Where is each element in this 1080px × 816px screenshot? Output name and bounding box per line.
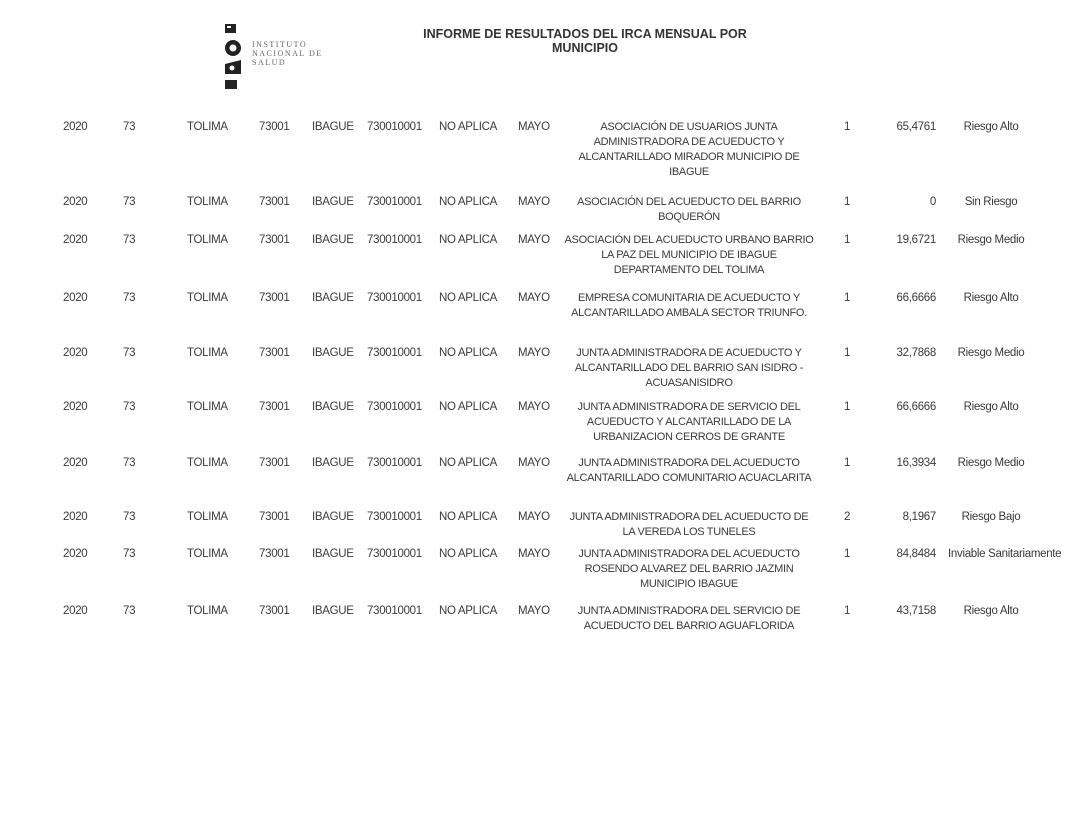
department-cell: TOLIMA <box>187 457 228 469</box>
month-cell: MAYO <box>518 548 550 560</box>
municipality-code-cell: 73001 <box>259 457 290 469</box>
municipality-cell: IBAGUE <box>312 196 354 208</box>
year-cell: 2020 <box>63 401 88 413</box>
irca-value-cell: 19,6721 <box>896 234 936 246</box>
month-cell: MAYO <box>518 401 550 413</box>
irca-value-cell: 16,3934 <box>896 457 936 469</box>
irca-value-cell: 84,8484 <box>896 548 936 560</box>
provider-code-cell: 730010001 <box>367 292 422 304</box>
department-code-cell: 73 <box>123 196 136 208</box>
provider-code-cell: 730010001 <box>367 347 422 359</box>
provider-name-cell: JUNTA ADMINISTRADORA DE ACUEDUCTO Y ALCANTARILLADO DEL BARRIO SAN ISIDRO - ACUASANISIDRO <box>574 347 804 389</box>
month-cell: MAYO <box>518 196 550 208</box>
department-code-cell: 73 <box>123 121 136 133</box>
samples-count-cell: 1 <box>844 401 851 413</box>
provider-name-cell: ASOCIACIÓN DEL ACUEDUCTO DEL BARRIO BOQUERÓN <box>577 196 801 223</box>
provider-code-cell: 730010001 <box>367 196 422 208</box>
department-code-cell: 73 <box>123 347 136 359</box>
logo-line-3: SALUD <box>252 58 287 67</box>
risk-level-cell: Riesgo Alto <box>963 121 1019 133</box>
month-cell: MAYO <box>518 292 550 304</box>
department-cell: TOLIMA <box>187 605 228 617</box>
year-cell: 2020 <box>63 234 88 246</box>
year-cell: 2020 <box>63 457 88 469</box>
samples-count-cell: 1 <box>844 457 851 469</box>
department-cell: TOLIMA <box>187 234 228 246</box>
logo-line-1: INSTITUTO <box>252 40 308 49</box>
year-cell: 2020 <box>63 347 88 359</box>
not-applicable-cell: NO APLICA <box>439 457 498 469</box>
municipality-cell: IBAGUE <box>312 511 354 523</box>
month-cell: MAYO <box>518 457 550 469</box>
provider-name-cell: EMPRESA COMUNITARIA DE ACUEDUCTO Y ALCANTARILLADO AMBALA SECTOR TRIUNFO. <box>571 292 807 319</box>
risk-level-cell: Riesgo Medio <box>957 457 1025 469</box>
not-applicable-cell: NO APLICA <box>439 401 498 413</box>
not-applicable-cell: NO APLICA <box>439 121 498 133</box>
municipality-cell: IBAGUE <box>312 605 354 617</box>
risk-level-cell: Riesgo Bajo <box>961 511 1021 523</box>
not-applicable-cell: NO APLICA <box>439 196 498 208</box>
year-cell: 2020 <box>63 511 88 523</box>
municipality-code-cell: 73001 <box>259 234 290 246</box>
municipality-code-cell: 73001 <box>259 347 290 359</box>
irca-value-cell: 65,4761 <box>896 121 936 133</box>
samples-count-cell: 2 <box>844 511 851 523</box>
department-code-cell: 73 <box>123 605 136 617</box>
month-cell: MAYO <box>518 121 550 133</box>
provider-name-cell: JUNTA ADMINISTRADORA DEL ACUEDUCTO ALCANTARILLADO COMUNITARIO ACUACLARITA <box>566 457 812 484</box>
logo-wordmark <box>252 40 323 67</box>
department-code-cell: 73 <box>123 511 136 523</box>
provider-code-cell: 730010001 <box>367 234 422 246</box>
samples-count-cell: 1 <box>844 292 851 304</box>
provider-code-cell: 730010001 <box>367 605 422 617</box>
report-title: INFORME DE RESULTADOS DEL IRCA MENSUAL POR MUNICIPIO <box>423 27 747 55</box>
provider-code-cell: 730010001 <box>367 401 422 413</box>
year-cell: 2020 <box>63 605 88 617</box>
not-applicable-cell: NO APLICA <box>439 234 498 246</box>
irca-value-cell: 8,1967 <box>902 511 936 523</box>
department-cell: TOLIMA <box>187 196 228 208</box>
month-cell: MAYO <box>518 605 550 617</box>
samples-count-cell: 1 <box>844 605 851 617</box>
ins-logo-icon <box>223 24 245 90</box>
municipality-code-cell: 73001 <box>259 292 290 304</box>
not-applicable-cell: NO APLICA <box>439 605 498 617</box>
irca-value-cell: 66,6666 <box>896 401 936 413</box>
year-cell: 2020 <box>63 292 88 304</box>
department-cell: TOLIMA <box>187 548 228 560</box>
not-applicable-cell: NO APLICA <box>439 548 498 560</box>
not-applicable-cell: NO APLICA <box>439 347 498 359</box>
municipality-code-cell: 73001 <box>259 401 290 413</box>
month-cell: MAYO <box>518 234 550 246</box>
samples-count-cell: 1 <box>844 234 851 246</box>
risk-level-cell: Riesgo Alto <box>963 292 1019 304</box>
year-cell: 2020 <box>63 196 88 208</box>
provider-name-cell: JUNTA ADMINISTRADORA DEL ACUEDUCTO ROSENDO ALVAREZ DEL BARRIO JAZMIN MUNICIPIO IBAGUE <box>578 548 800 590</box>
month-cell: MAYO <box>518 511 550 523</box>
irca-value-cell: 32,7868 <box>896 347 936 359</box>
provider-code-cell: 730010001 <box>367 457 422 469</box>
month-cell: MAYO <box>518 347 550 359</box>
provider-name-cell: ASOCIACIÓN DE USUARIOS JUNTA ADMINISTRADORA DE ACUEDUCTO Y ALCANTARILLADO MIRADOR MUNICIPIO DE IBAGUE <box>578 121 800 178</box>
municipality-cell: IBAGUE <box>312 401 354 413</box>
year-cell: 2020 <box>63 121 88 133</box>
irca-value-cell: 66,6666 <box>896 292 936 304</box>
department-cell: TOLIMA <box>187 401 228 413</box>
irca-value-cell: 0 <box>929 196 936 208</box>
municipality-cell: IBAGUE <box>312 292 354 304</box>
year-cell: 2020 <box>63 548 88 560</box>
municipality-code-cell: 73001 <box>259 548 290 560</box>
not-applicable-cell: NO APLICA <box>439 511 498 523</box>
logo-line-2: NACIONAL DE <box>252 49 323 58</box>
provider-name-cell: JUNTA ADMINISTRADORA DE SERVICIO DEL ACUEDUCTO Y ALCANTARILLADO DE LA URBANIZACION CERROS DE GRANTE <box>577 401 801 443</box>
department-code-cell: 73 <box>123 548 136 560</box>
risk-level-cell: Riesgo Alto <box>963 605 1019 617</box>
not-applicable-cell: NO APLICA <box>439 292 498 304</box>
department-code-cell: 73 <box>123 292 136 304</box>
municipality-code-cell: 73001 <box>259 121 290 133</box>
risk-level-cell: Sin Riesgo <box>964 196 1018 208</box>
municipality-code-cell: 73001 <box>259 605 290 617</box>
department-cell: TOLIMA <box>187 292 228 304</box>
samples-count-cell: 1 <box>844 548 851 560</box>
provider-code-cell: 730010001 <box>367 121 422 133</box>
municipality-code-cell: 73001 <box>259 511 290 523</box>
provider-name-cell: JUNTA ADMINISTRADORA DEL ACUEDUCTO DE LA VEREDA LOS TUNELES <box>569 511 809 538</box>
municipality-cell: IBAGUE <box>312 457 354 469</box>
risk-level-cell: Inviable Sanitariamente <box>948 548 1062 560</box>
provider-name-cell: JUNTA ADMINISTRADORA DEL SERVICIO DE ACUEDUCTO DEL BARRIO AGUAFLORIDA <box>577 605 801 632</box>
department-cell: TOLIMA <box>187 511 228 523</box>
municipality-cell: IBAGUE <box>312 234 354 246</box>
municipality-code-cell: 73001 <box>259 196 290 208</box>
provider-name-cell: ASOCIACIÓN DEL ACUEDUCTO URBANO BARRIO LA PAZ DEL MUNICIPIO DE IBAGUE DEPARTAMENTO DEL TOLIMA <box>564 234 814 276</box>
municipality-cell: IBAGUE <box>312 548 354 560</box>
department-code-cell: 73 <box>123 401 136 413</box>
risk-level-cell: Riesgo Medio <box>957 347 1025 359</box>
report-header <box>0 0 1080 110</box>
irca-value-cell: 43,7158 <box>896 605 936 617</box>
risk-level-cell: Riesgo Medio <box>957 234 1025 246</box>
provider-code-cell: 730010001 <box>367 511 422 523</box>
samples-count-cell: 1 <box>844 347 851 359</box>
samples-count-cell: 1 <box>844 121 851 133</box>
department-code-cell: 73 <box>123 457 136 469</box>
municipality-cell: IBAGUE <box>312 121 354 133</box>
department-cell: TOLIMA <box>187 347 228 359</box>
municipality-cell: IBAGUE <box>312 347 354 359</box>
provider-code-cell: 730010001 <box>367 548 422 560</box>
department-cell: TOLIMA <box>187 121 228 133</box>
risk-level-cell: Riesgo Alto <box>963 401 1019 413</box>
department-code-cell: 73 <box>123 234 136 246</box>
samples-count-cell: 1 <box>844 196 851 208</box>
